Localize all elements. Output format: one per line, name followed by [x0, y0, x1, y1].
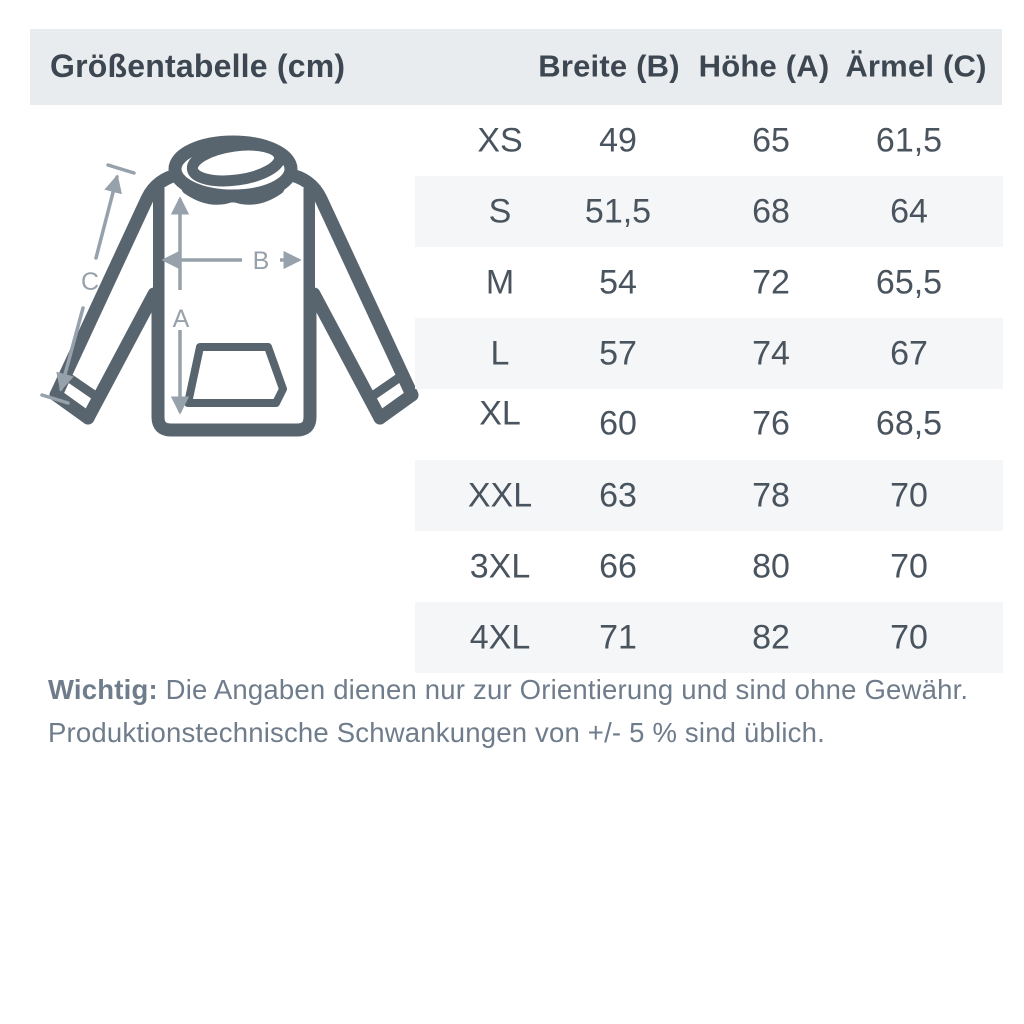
breite-value: 57	[599, 334, 637, 372]
hoehe-value: 72	[752, 263, 790, 301]
hoodie-measurement-diagram	[30, 118, 430, 463]
table-row	[415, 531, 1003, 602]
size-label: XXL	[467, 476, 533, 514]
hoehe-value: 80	[752, 547, 790, 585]
table-row	[415, 176, 1003, 247]
column-header-hoehe: Höhe (A)	[698, 48, 830, 84]
hoehe-value: 65	[752, 121, 790, 159]
size-label: 4XL	[469, 618, 531, 656]
aermel-value: 70	[890, 618, 928, 656]
dimension-label-a: A	[172, 305, 190, 333]
hoehe-value: 74	[752, 334, 790, 372]
table-row	[415, 105, 1003, 176]
size-label: S	[488, 192, 512, 230]
page-title: Größentabelle (cm)	[50, 47, 346, 84]
size-label: XS	[477, 121, 523, 159]
size-label: 3XL	[469, 547, 531, 585]
dimension-label-b: B	[252, 247, 270, 275]
hoehe-value: 76	[752, 404, 790, 442]
aermel-value: 61,5	[875, 121, 943, 159]
table-row	[415, 247, 1003, 318]
disclaimer-line-2: Produktionstechnische Schwankungen von +/- 5 % sind üblich.	[48, 717, 825, 748]
hoehe-value: 68	[752, 192, 790, 230]
aermel-value: 70	[890, 476, 928, 514]
size-label: XL	[479, 394, 521, 432]
aermel-value: 67	[890, 334, 928, 372]
breite-value: 60	[599, 404, 637, 442]
size-label: M	[485, 263, 515, 301]
breite-value: 63	[599, 476, 637, 514]
aermel-value: 64	[890, 192, 928, 230]
table-row	[415, 602, 1003, 673]
hoodie-pocket	[188, 347, 283, 403]
breite-value: 51,5	[584, 192, 652, 230]
table-row	[415, 389, 1003, 460]
breite-value: 54	[599, 263, 637, 301]
aermel-value: 65,5	[875, 263, 943, 301]
column-header-breite: Breite (B)	[538, 48, 680, 84]
breite-value: 49	[599, 121, 637, 159]
breite-value: 71	[599, 618, 637, 656]
table-header-band	[30, 29, 1002, 105]
dimension-label-c: C	[80, 268, 100, 296]
hoehe-value: 78	[752, 476, 790, 514]
size-table	[415, 105, 1003, 673]
table-row	[415, 318, 1003, 389]
aermel-value: 70	[890, 547, 928, 585]
disclaimer-line-1: Wichtig: Die Angaben dienen nur zur Orientierung und sind ohne Gewähr.	[48, 674, 969, 705]
hoehe-value: 82	[752, 618, 790, 656]
table-row	[415, 460, 1003, 531]
disclaimer	[48, 668, 988, 754]
disclaimer-important-label: Wichtig:	[48, 674, 158, 705]
aermel-value: 68,5	[875, 404, 943, 442]
column-header-aermel: Ärmel (C)	[845, 48, 987, 84]
breite-value: 66	[599, 547, 637, 585]
size-label: L	[490, 334, 510, 372]
hoodie-hood	[175, 140, 291, 198]
